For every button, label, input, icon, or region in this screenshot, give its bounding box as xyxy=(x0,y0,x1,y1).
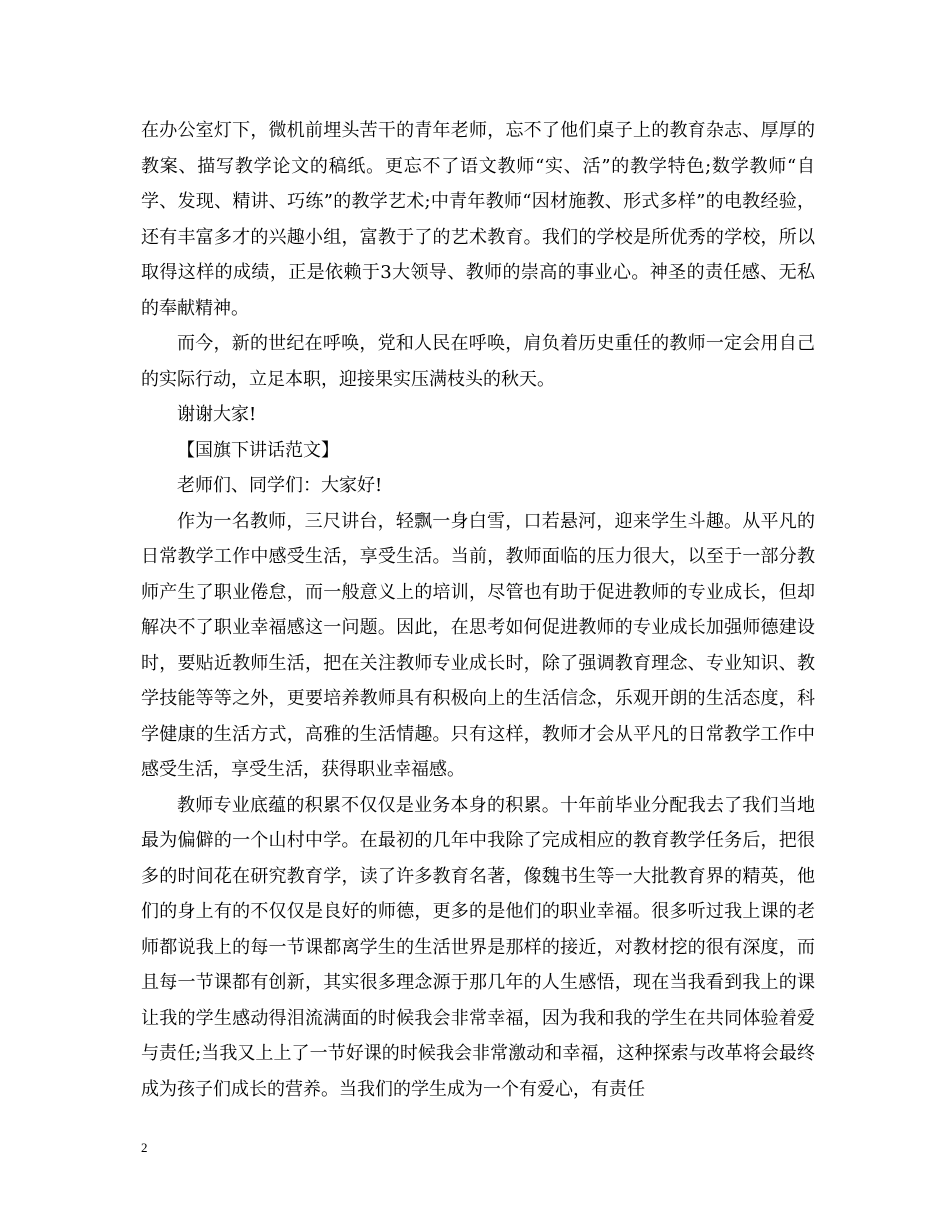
section-heading: 【国旗下讲话范文】 xyxy=(177,439,339,461)
paragraph-6: 作为一名教师，三尺讲台，轻飘一身白雪，口若悬河，迎来学生斗趣。从平凡的日常教学工作中感受生活，享受生活。当前，教师面临的压力很大，以至于一部分教师产生了职业倦怠，而一般意义上的培训，尽管也有助于促进教师的专业成长，但却解决不了职业幸福感这一问题。因此，在思考如何促进教师的专业成长加强师德建设时，要贴近教师生活，把在关注教师专业成长时，除了强调教育理念、专业知识、教学技能等等之外，更要培养教师具有积极向上的生活信念，乐观开朗的生活态度，科学健康的生活方式，高雅的生活情趣。只有这样，教师才会从平凡的日常教学工作中感受生活，享受生活，获得职业幸福感。 xyxy=(141,510,815,780)
page-number: 2 xyxy=(141,1140,148,1155)
document-body xyxy=(141,113,815,1107)
paragraph-2: 而今，新的世纪在呼唤，党和人民在呼唤，肩负着历史重任的教师一定会用自己的实际行动，立足本职，迎接果实压满枝头的秋天。 xyxy=(141,333,815,390)
paragraph-3: 谢谢大家! xyxy=(177,404,257,425)
paragraph-1: 在办公室灯下，微机前埋头苦干的青年老师，忘不了他们桌子上的教育杂志、厚厚的教案、描写教学论文的稿纸。更忘不了语文教师“实、活”的教学特色;数学教师“自学、发现、精讲、巧练”的教学艺术;中青年教师“因材施教、形式多样”的电教经验，还有丰富多才的兴趣小组，富教于了的艺术教育。我们的学校是所优秀的学校，所以取得这样的成绩，正是依赖于3大领导、教师的崇高的事业心。神圣的责任感、无私的奉献精神。 xyxy=(141,120,815,319)
paragraph-7: 教师专业底蕴的积累不仅仅是业务本身的积累。十年前毕业分配我去了我们当地最为偏僻的一个山村中学。在最初的几年中我除了完成相应的教育教学任务后，把很多的时间花在研究教育学，读了许多教育名著，像魏书生等一大批教育界的精英，他们的身上有的不仅仅是良好的师德，更多的是他们的职业幸福。很多听过我上课的老师都说我上的每一节课都离学生的生活世界是那样的接近，对教材挖的很有深度，而且每一节课都有创新，其实很多理念源于那几年的人生感悟，现在当我看到我上的课让我的学生感动得泪流满面的时候我会非常幸福，因为我和我的学生在共同体验着爱与责任;当我又上上了一节好课的时候我会非常激动和幸福，这种探索与改革将会最终成为孩子们成长的营养。当我们的学生成为一个有爱心，有责任 xyxy=(141,794,815,1100)
paragraph-5: 老师们、同学们：大家好! xyxy=(177,475,383,496)
